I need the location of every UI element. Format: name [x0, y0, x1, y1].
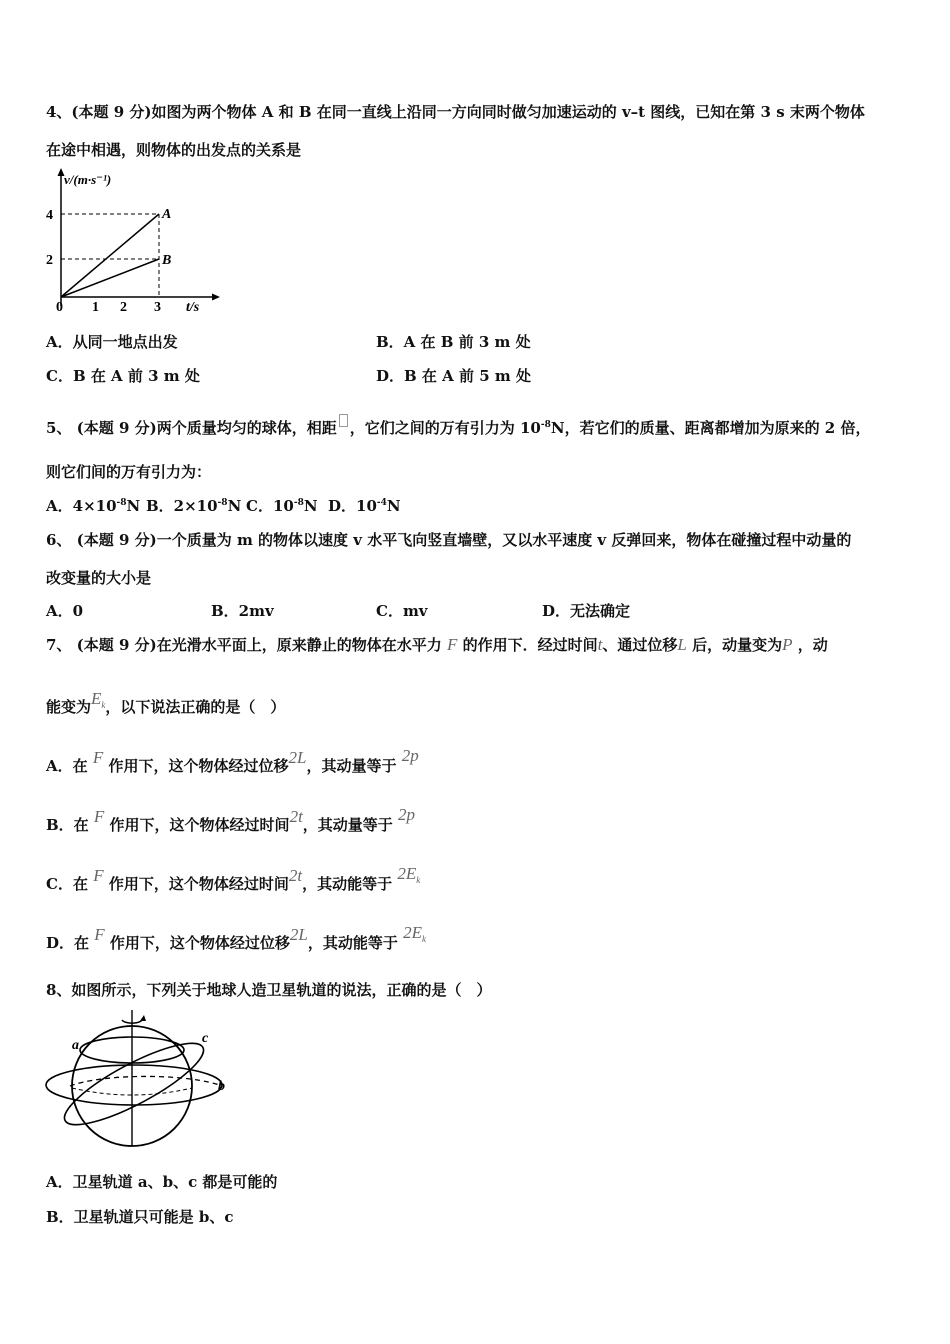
xtick-0: 0 [56, 300, 63, 315]
label-b: b [218, 1079, 225, 1094]
xtick-3: 3 [154, 300, 161, 315]
xtick-2: 2 [120, 300, 127, 315]
q6-option-c[interactable]: C．mv [376, 602, 428, 620]
ytick-2: 2 [46, 253, 53, 268]
q4-option-a[interactable]: A．从同一地点出发 [46, 333, 178, 351]
q6-line1: 6、 (本题 9 分)一个质量为 m 的物体以速度 v 水平飞向竖直墙壁，又以水平速度 v 反弹回来，物体在碰撞过程中动量的 [46, 531, 852, 549]
q7-option-a[interactable]: A．在 F 作用下，这个物体经过位移2L，其动量等于 2p [46, 746, 419, 775]
label-c: c [202, 1031, 209, 1046]
y-axis-label: v/(m·s⁻¹) [64, 172, 112, 187]
label-a: a [72, 1038, 79, 1053]
q4-option-d[interactable]: D．B 在 A 前 5 m 处 [376, 367, 531, 385]
q7-line1: 7、 (本题 9 分)在光滑水平面上，原来静止的物体在水平力 F 的作用下．经过时间t、通过位移L 后，动量变为P ，动 [46, 635, 828, 654]
q4-line2: 在途中相遇，则物体的出发点的关系是 [46, 141, 302, 159]
q6-option-d[interactable]: D．无法确定 [542, 602, 631, 620]
q4-line1: 4、(本题 9 分)如图为两个物体 A 和 B 在同一直线上沿同一方向同时做匀加速运动的 v–t 图线，已知在第 3 s 末两个物体 [46, 103, 865, 121]
q8-line1: 8、如图所示，下列关于地球人造卫星轨道的说法，正确的是（ ） [46, 981, 492, 999]
q8-option-a[interactable]: A．卫星轨道 a、b、c 都是可能的 [46, 1173, 278, 1191]
xtick-1: 1 [92, 300, 99, 315]
q5-line1: 5、 (本题 9 分)两个质量均匀的球体，相距 ，它们之间的万有引力为 $10^{-8}N$，若它们的质量、距离都增加为原来的 2 倍， [46, 414, 870, 438]
q6-option-a[interactable]: A．0 [46, 602, 84, 620]
q5-option-b[interactable]: B．$2\times 10^{-8}N$ [146, 497, 242, 515]
line-B [61, 259, 159, 297]
q8-orbit-diagram [40, 1008, 240, 1148]
q8-option-b[interactable]: B．卫星轨道只可能是 b、c [46, 1208, 234, 1226]
q5-option-a[interactable]: A．$4\times 10^{-8}N$ [46, 497, 141, 515]
label-A: A [162, 207, 172, 222]
q6-option-b[interactable]: B．2mv [211, 602, 274, 620]
q4-option-b[interactable]: B．A 在 B 前 3 m 处 [376, 333, 531, 351]
q7-option-b[interactable]: B．在 F 作用下，这个物体经过时间2t，其动量等于 2p [46, 805, 416, 834]
q5-option-c[interactable]: C．$10^{-8}N$ [246, 497, 318, 515]
line-A [61, 214, 159, 297]
q4-vt-graph [40, 168, 220, 318]
orbit-c [56, 1030, 213, 1139]
q5-line2: 则它们间的万有引力为： [46, 463, 212, 481]
ytick-4: 4 [46, 208, 53, 223]
q7-option-c[interactable]: C．在 F 作用下，这个物体经过时间2t，其动能等于 $2E^k$ [46, 864, 421, 893]
q5-option-d[interactable]: D．$10^{-4}N$ [328, 497, 401, 515]
q6-line2: 改变量的大小是 [46, 569, 152, 587]
q7-option-d[interactable]: D．在 F 作用下，这个物体经过位移2L，其动能等于 $2E^k$ [46, 923, 426, 952]
x-axis-label: t/s [186, 300, 200, 315]
q4-option-c[interactable]: C．B 在 A 前 3 m 处 [46, 367, 200, 385]
label-B: B [162, 253, 172, 268]
q7-line2: 能变为$E^k$，以下说法正确的是（ ） [46, 689, 286, 716]
missing-glyph-box [339, 414, 348, 427]
